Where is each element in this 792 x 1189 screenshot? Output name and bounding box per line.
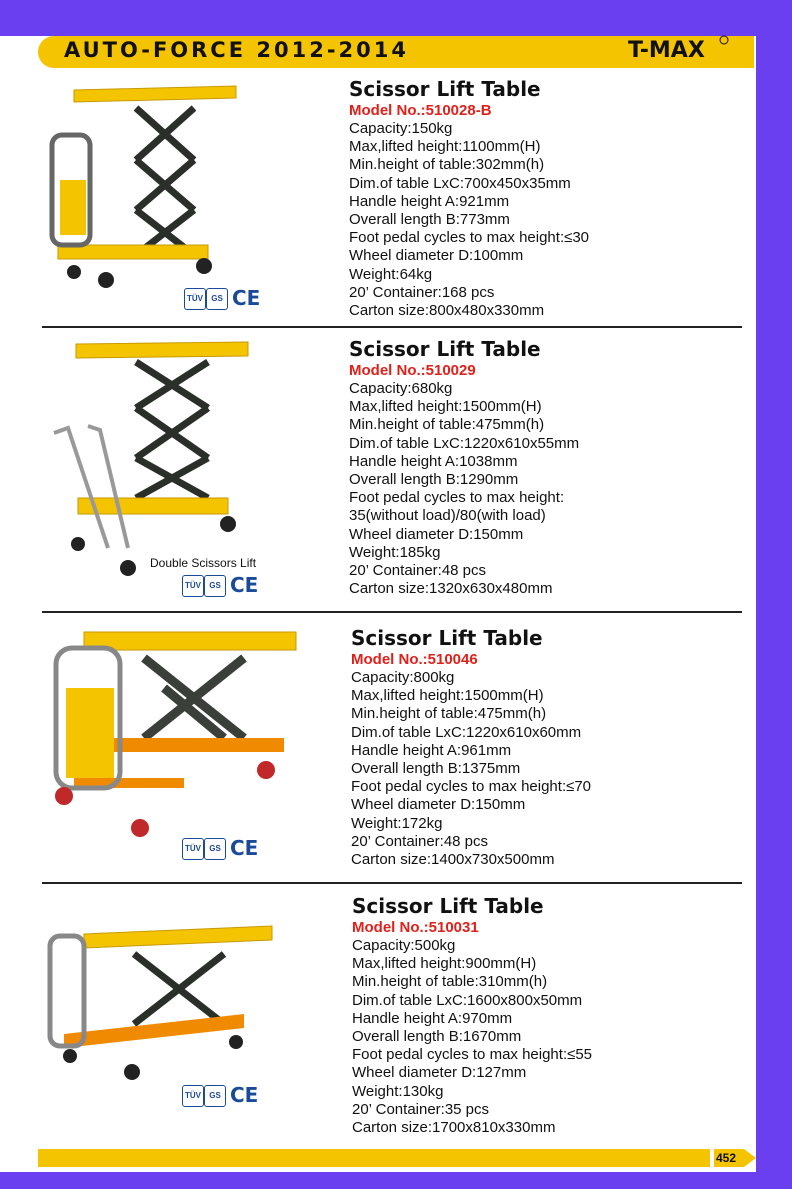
model-number: Model No.:510046 [351, 651, 478, 668]
spec-line: 20’ Container:168 pcs [349, 283, 495, 301]
spec-line: Max,lifted height:900mm(H) [352, 955, 537, 973]
ce-icon: CE [232, 286, 261, 310]
spec-line: Foot pedal cycles to max height:≤55 [352, 1046, 593, 1064]
product-title: Scissor Lift Table [349, 77, 541, 101]
gs-icon: GS [204, 575, 226, 597]
gs-icon: GS [204, 838, 226, 860]
ce-icon: CE [230, 1083, 259, 1107]
cert-badges [182, 838, 272, 860]
product-info [352, 893, 592, 1137]
product-info [349, 76, 589, 320]
spec-line: Carton size:1400x730x500mm [351, 851, 555, 869]
cert-badges [182, 1085, 272, 1107]
tuv-icon: TÜV [182, 838, 204, 860]
ce-icon: CE [230, 573, 259, 597]
spec-line: Overall length B:773mm [349, 211, 510, 229]
gs-icon: GS [206, 288, 228, 310]
spec-line: Min.height of table:310mm(h) [352, 973, 548, 991]
spec-line: 20’ Container:48 pcs [351, 832, 489, 850]
spec-line: Handle height A:970mm [352, 1009, 513, 1027]
gs-icon: GS [204, 1085, 226, 1107]
spec-line: Max,lifted height:1500mm(H) [349, 398, 542, 416]
spec-line: Handle height A:961mm [351, 741, 512, 759]
footer-bar [38, 1149, 710, 1167]
spec-line: Min.height of table:475mm(h) [351, 705, 547, 723]
model-number: Model No.:510028-B [349, 102, 492, 119]
spec-line: Capacity:150kg [349, 120, 453, 137]
spec-line: Dim.of table LxC:1220x610x60mm [351, 723, 582, 741]
product-title: Scissor Lift Table [352, 894, 544, 918]
product-title: Scissor Lift Table [351, 626, 543, 650]
spec-line: Weight:185kg [349, 543, 441, 561]
page-number: 452 [714, 1149, 744, 1167]
product-title: Scissor Lift Table [349, 337, 541, 361]
spec-line: Foot pedal cycles to max height:≤70 [351, 778, 592, 796]
spec-line: Carton size:1320x630x480mm [349, 580, 553, 598]
spec-line: Wheel diameter D:150mm [349, 525, 524, 543]
spec-line: Capacity:680kg [349, 380, 453, 397]
logo-text: T-MAX [628, 38, 705, 63]
spec-line: Wheel diameter D:150mm [351, 796, 526, 814]
spec-line: Handle height A:1038mm [349, 452, 518, 470]
section-divider [42, 611, 742, 613]
spec-line: Handle height A:921mm [349, 192, 510, 210]
spec-line: Carton size:800x480x330mm [349, 302, 545, 320]
tuv-icon: TÜV [182, 575, 204, 597]
spec-line: Carton size:1700x810x330mm [352, 1119, 556, 1137]
spec-line: 35(without load)/80(with load) [349, 507, 546, 525]
spec-line: Dim.of table LxC:1600x800x50mm [352, 991, 583, 1009]
spec-line: Capacity:500kg [352, 937, 456, 954]
model-number: Model No.:510029 [349, 362, 476, 379]
spec-line: Wheel diameter D:100mm [349, 247, 524, 265]
spec-line: 20’ Container:48 pcs [349, 562, 487, 580]
spec-line: Weight:130kg [352, 1082, 444, 1100]
spec-line: Foot pedal cycles to max height:≤30 [349, 229, 590, 247]
image-caption: Double Scissors Lift [150, 556, 257, 570]
spec-line: Weight:172kg [351, 814, 443, 832]
section-divider [42, 882, 742, 884]
section-divider [42, 326, 742, 328]
spec-line: Min.height of table:302mm(h) [349, 156, 545, 174]
spec-line: Overall length B:1290mm [349, 471, 519, 489]
spec-line: 20’ Container:35 pcs [352, 1100, 490, 1118]
spec-line: Overall length B:1375mm [351, 760, 521, 778]
tmax-logo [620, 28, 732, 66]
page-arrow-icon [744, 1149, 756, 1167]
scissor-lift-image [48, 338, 258, 578]
scissor-lift-image [44, 80, 244, 300]
cert-badges [184, 288, 274, 310]
spec-line: Dim.of table LxC:1220x610x55mm [349, 434, 580, 452]
product-info [349, 336, 579, 598]
header-title: AUTO-FORCE 2012-2014 [64, 38, 409, 62]
page-edge [756, 0, 792, 1189]
spec-line: Foot pedal cycles to max height: [349, 489, 565, 507]
spec-line: Min.height of table:475mm(h) [349, 416, 545, 434]
spec-line: Weight:64kg [349, 265, 433, 283]
spec-line: Max,lifted height:1500mm(H) [351, 687, 544, 705]
scissor-lift-image [44, 628, 300, 838]
product-info [351, 625, 591, 869]
spec-line: Capacity:800kg [351, 669, 455, 686]
model-number: Model No.:510031 [352, 919, 479, 936]
tuv-icon: TÜV [182, 1085, 204, 1107]
tuv-icon: TÜV [184, 288, 206, 310]
spec-line: Wheel diameter D:127mm [352, 1064, 527, 1082]
spec-line: Dim.of table LxC:700x450x35mm [349, 174, 571, 192]
spec-line: Max,lifted height:1100mm(H) [349, 138, 541, 156]
scissor-lift-image [44, 924, 280, 1084]
ce-icon: CE [230, 836, 259, 860]
spec-line: Overall length B:1670mm [352, 1028, 522, 1046]
cert-badges [182, 575, 272, 597]
